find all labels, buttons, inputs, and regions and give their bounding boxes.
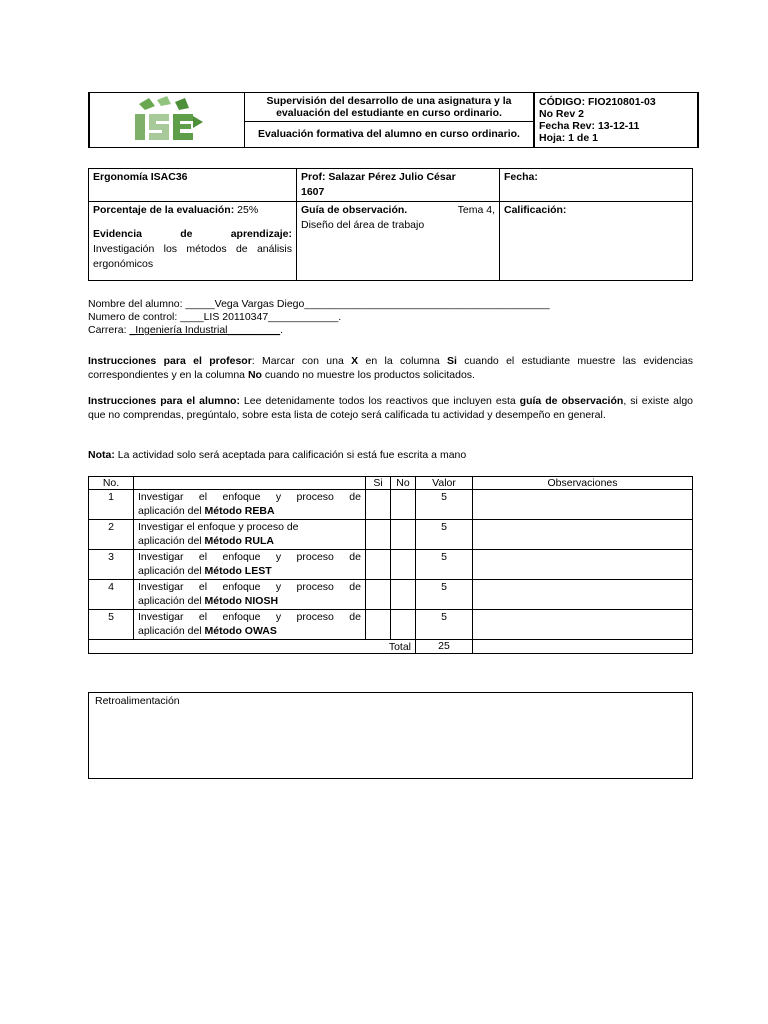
professor-line2: 1607 (301, 186, 325, 198)
row-prefix: aplicación del (138, 595, 205, 607)
evaluation-cell (89, 202, 297, 281)
row-number: 3 (89, 550, 134, 580)
alum-text-1: Lee detenidamente todos los reactivos que incluyen esta (239, 395, 520, 407)
row-description (134, 490, 366, 520)
col-no-answer: No (391, 477, 416, 490)
row-observaciones-cell[interactable] (473, 610, 693, 640)
feedback-label: Retroalimentación (95, 695, 180, 707)
student-instructions-label: Instrucciones para el alumno: (88, 395, 240, 407)
header-title-line1: Supervisión del desarrollo de una asignatura y la (266, 94, 512, 107)
note-text: La actividad solo será aceptada para calificación si está fue escrita a mano (114, 449, 467, 461)
table-row (89, 490, 693, 520)
row-no-cell[interactable] (391, 490, 416, 520)
student-instructions (88, 395, 693, 422)
row-description (134, 520, 366, 550)
row-valor: 5 (416, 580, 473, 610)
row-line1: Investigar el enfoque y proceso de (138, 521, 299, 533)
col-item (134, 477, 366, 490)
row-line1: Investigar el enfoque y proceso de (138, 551, 361, 563)
evidence-word3: aprendizaje: (230, 228, 292, 240)
guide-label: Guía de observación. (301, 204, 408, 216)
row-no-cell[interactable] (391, 550, 416, 580)
row-observaciones-cell[interactable] (473, 580, 693, 610)
document-header (88, 92, 699, 148)
prof-text-2: en la columna (358, 355, 448, 367)
professor-cell (297, 169, 500, 202)
prof-text-3: cuando el estudiante muestre las evidencias correspondientes y en la columna (88, 355, 693, 381)
career-label: Carrera: (88, 324, 130, 336)
guide-cell (297, 202, 500, 281)
info-table (88, 168, 693, 281)
header-hoja: Hoja: 1 de 1 (539, 132, 598, 144)
row-valor: 5 (416, 490, 473, 520)
col-valor: Valor (416, 477, 473, 490)
row-valor: 5 (416, 550, 473, 580)
guide-text: Diseño del área de trabajo (301, 219, 425, 231)
career-value: _Ingeniería Industrial_________ (129, 324, 281, 336)
feedback-box[interactable] (88, 692, 693, 779)
row-no-cell[interactable] (391, 610, 416, 640)
row-description (134, 580, 366, 610)
row-no-cell[interactable] (391, 580, 416, 610)
evidence-word1: Evidencia (93, 228, 143, 240)
row-valor: 5 (416, 520, 473, 550)
checklist-table (88, 476, 693, 654)
row-line1: Investigar el enfoque y proceso de (138, 581, 361, 593)
professor-line1: Prof: Salazar Pérez Julio César (301, 171, 456, 183)
table-row (89, 550, 693, 580)
row-number: 1 (89, 490, 134, 520)
career-line (88, 324, 283, 336)
prof-text-1: : Marcar con una (251, 355, 352, 367)
row-line1: Investigar el enfoque y proceso de (138, 611, 361, 623)
header-title-line2: evaluación del estudiante en curso ordinario. (276, 106, 502, 119)
row-observaciones-cell[interactable] (473, 520, 693, 550)
guide-tema: Tema 4, (457, 204, 495, 216)
evidence-label (93, 227, 292, 242)
row-method: Método NIOSH (204, 595, 279, 607)
date-cell: Fecha: (500, 169, 693, 202)
header-code-cell (534, 93, 698, 148)
table-row (89, 610, 693, 640)
subject-cell: Ergonomía ISAC36 (89, 169, 297, 202)
row-si-cell[interactable] (366, 520, 391, 550)
alum-text-2: , si existe algo que no comprendas, pregúntalo, sobre esta lista de cotejo será calificada tu actividad y desempeño en general. (88, 395, 693, 421)
row-no-cell[interactable] (391, 520, 416, 550)
row-prefix: aplicación del (138, 535, 205, 547)
prof-text-4: cuando no muestre los productos solicitados. (261, 368, 475, 381)
col-no: No. (89, 477, 134, 490)
row-si-cell[interactable] (366, 490, 391, 520)
note-label: Nota: (88, 449, 115, 461)
header-fecha-rev: Fecha Rev: 13-12-11 (539, 120, 640, 132)
row-observaciones-cell[interactable] (473, 490, 693, 520)
prof-no: No (247, 368, 262, 381)
row-line1: Investigar el enfoque y proceso de (138, 491, 361, 503)
evidence-word2: de (180, 228, 193, 240)
row-method: Método REBA (204, 505, 275, 517)
note (88, 449, 693, 463)
total-row (89, 640, 693, 654)
row-method: Método LEST (204, 565, 272, 577)
percent-value: 25% (237, 204, 259, 216)
header-subtitle: Evaluación formativa del alumno en curso ordinario. (245, 121, 535, 147)
row-prefix: aplicación del (138, 565, 205, 577)
row-description (134, 550, 366, 580)
row-number: 4 (89, 580, 134, 610)
total-observaciones-cell (473, 640, 693, 654)
row-number: 5 (89, 610, 134, 640)
row-si-cell[interactable] (366, 610, 391, 640)
career-end: . (280, 324, 283, 336)
ise-logo-icon (127, 96, 207, 144)
student-name-line: Nombre del alumno: _____Vega Vargas Diego__________________________________________ (88, 298, 550, 310)
logo-cell (89, 93, 245, 148)
table-row (89, 580, 693, 610)
percent-label: Porcentaje de la evaluación: (93, 204, 235, 216)
prof-x: X (351, 355, 359, 367)
col-si: Si (366, 477, 391, 490)
total-label: Total (89, 640, 416, 654)
total-value: 25 (416, 640, 473, 654)
row-valor: 5 (416, 610, 473, 640)
table-row (89, 520, 693, 550)
evidence-text2: ergonómicos (93, 258, 154, 270)
row-number: 2 (89, 520, 134, 550)
control-number-line: Numero de control: ____LIS 20110347____________. (88, 311, 342, 323)
row-observaciones-cell[interactable] (473, 550, 693, 580)
evidence-text1: Investigación los métodos de análisis (93, 243, 292, 255)
row-prefix: aplicación del (138, 625, 205, 637)
row-description (134, 610, 366, 640)
grade-cell: Calificación: (500, 202, 693, 281)
row-prefix: aplicación del (138, 505, 205, 517)
header-code: CÓDIGO: FIO210801-03 (539, 96, 656, 108)
row-si-cell[interactable] (366, 550, 391, 580)
alum-guide: guía de observación (519, 395, 624, 407)
professor-instructions (88, 355, 693, 382)
header-rev: No Rev 2 (539, 108, 584, 120)
row-method: Método RULA (204, 535, 274, 547)
row-method: Método OWAS (204, 625, 277, 637)
col-observaciones: Observaciones (473, 477, 693, 490)
prof-si: Si (447, 355, 457, 367)
row-si-cell[interactable] (366, 580, 391, 610)
professor-instructions-label: Instrucciones para el profesor (88, 355, 252, 367)
header-title (245, 93, 535, 122)
